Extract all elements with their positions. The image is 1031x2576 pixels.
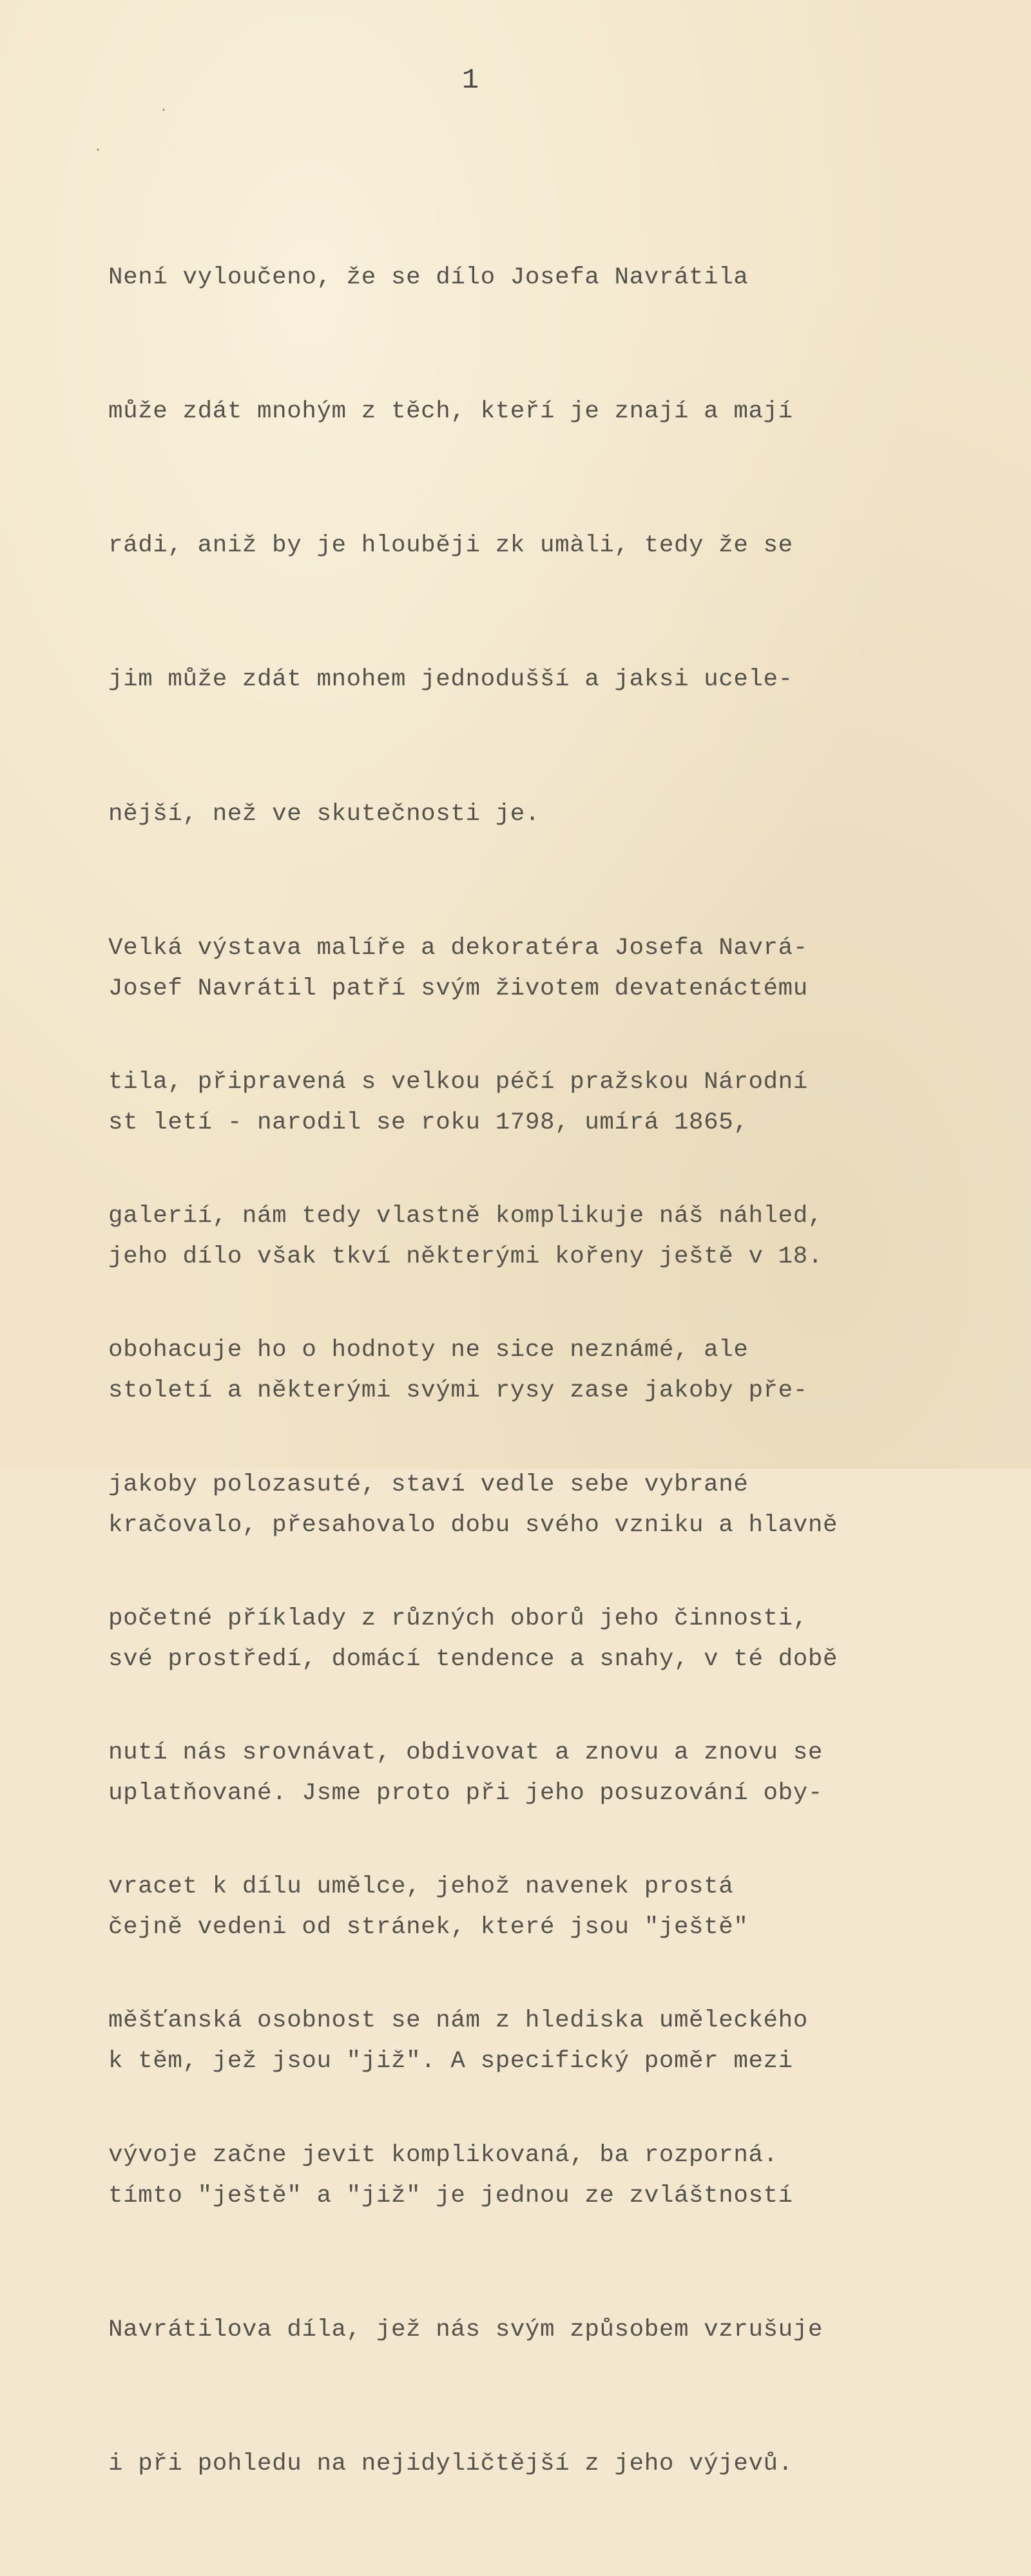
text-line: početné příklady z různých oborů jeho činnosti, (108, 1605, 808, 1632)
text-line: Není vyloučeno, že se dílo Josefa Navrátila (108, 263, 749, 291)
text-line: tila, připravená s velkou péčí pražskou Národní (108, 1069, 808, 1096)
page-number: 1 (461, 64, 479, 97)
ink-speck: · (94, 143, 102, 158)
text-line: kračovalo, přesahovalo dobu svého vzniku a hlavně (108, 1511, 838, 1539)
text-line: i při pohledu na nejidyličtější z jeho výjevů. (108, 2450, 793, 2478)
text-line: obohacuje ho o hodnoty ne sice neznámé, ale (108, 1337, 749, 1364)
text-line: jakoby polozasuté, staví vedle sebe vybrané (108, 1471, 749, 1498)
text-line: vracet k dílu umělce, jehož navenek prostá (108, 1873, 734, 1901)
text-line: měšťanská osobnost se nám z hlediska uměleckého (108, 2007, 808, 2035)
text-line: galerií, nám tedy vlastně komplikuje náš náhled, (108, 1203, 823, 1230)
text-line: uplatňované. Jsme proto při jeho posuzování oby- (108, 1780, 823, 1808)
paragraph-2 (108, 877, 1010, 2576)
ink-speck: · (160, 103, 168, 118)
text-line: může zdát mnohým z těch, kteří je znají a mají (108, 398, 793, 426)
text-line: tímto "ještě" a "již" je jednou ze zvláštností (108, 2182, 793, 2209)
text-line: rádi, aniž by je hlouběji zk umàli, tedy že se (108, 532, 793, 560)
text-line: století a některými svými rysy zase jakoby pře- (108, 1377, 808, 1405)
text-line: jeho dílo však tkví některými kořeny ještě v 18. (108, 1243, 823, 1271)
text-line: nější, než ve skutečnosti je. (108, 800, 541, 828)
text-line: st letí - narodil se roku 1798, umírá 1865, (108, 1109, 749, 1137)
text-line: Velká výstava malíře a dekoratéra Josefa Navrá- (108, 934, 808, 962)
text-line: vývoje začne jevit komplikovaná, ba rozporná. (108, 2141, 778, 2169)
text-line: k těm, jež jsou "již". A specifický poměr mezi (108, 2048, 793, 2075)
text-line: Navrátilova díla, jež nás svým způsobem vzrušuje (108, 2316, 823, 2343)
text-line: Josef Navrátil patří svým životem devatenáctému (108, 975, 808, 1002)
text-line: jim může zdát mnohem jednodušší a jaksi ucele- (108, 666, 793, 694)
text-line: čejně vedeni od stránek, které jsou "ještě" (108, 1914, 749, 1942)
text-line: své prostředí, domácí tendence a snahy, v té době (108, 1645, 838, 1673)
text-line: nutí nás srovnávat, obdivovat a znovu a znovu se (108, 1739, 823, 1767)
